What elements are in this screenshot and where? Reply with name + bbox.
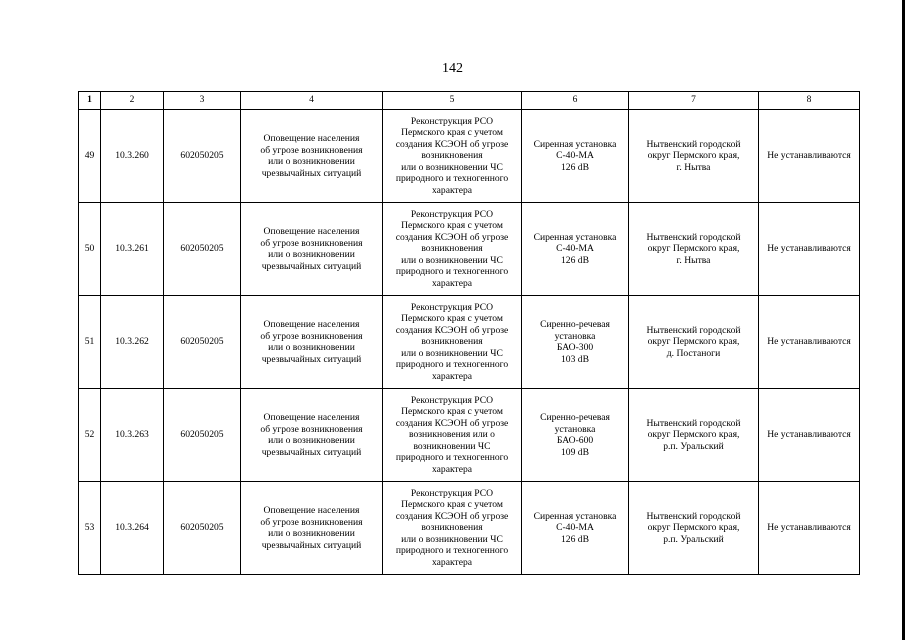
table-row (79, 203, 860, 296)
cell-num (79, 203, 101, 296)
data-table (78, 91, 860, 575)
column-header: 2 (101, 92, 164, 110)
cell-num (79, 389, 101, 482)
cell-num (79, 110, 101, 203)
column-header: 6 (522, 92, 629, 110)
cell-equipment (522, 203, 629, 296)
cell-purpose-text: Оповещение населения об угрозе возникновения или о возникновении чрезвычайных ситуаций (260, 412, 363, 458)
cell-location-text: Нытвенский городской округ Пермского края, р.п. Уральский (646, 510, 741, 545)
cell-id-text: 602050205 (180, 522, 224, 534)
cell-restriction (759, 203, 860, 296)
cell-restriction-text: Не устанавливаются (767, 522, 851, 534)
cell-purpose (241, 482, 383, 575)
cell-equipment (522, 296, 629, 389)
cell-description-text: Реконструкция РСО Пермского края с учетом создания КСЭОН об угрозе возникновения или о возникновении ЧС природного и техногенного характера (395, 301, 509, 382)
cell-description (383, 389, 522, 482)
column-header: 3 (164, 92, 241, 110)
cell-id (164, 110, 241, 203)
table-header-row (79, 92, 860, 110)
cell-description (383, 110, 522, 203)
cell-code (101, 203, 164, 296)
cell-code-text: 10.3.260 (115, 150, 149, 162)
cell-restriction (759, 296, 860, 389)
cell-equipment-text: Сиренно-речевая установка БАО-600 109 dB (540, 412, 610, 458)
cell-purpose (241, 389, 383, 482)
cell-location-text: Нытвенский городской округ Пермского края, г. Нытва (646, 231, 741, 266)
table-row (79, 482, 860, 575)
cell-location (629, 110, 759, 203)
table-row (79, 389, 860, 482)
cell-description-text: Реконструкция РСО Пермского края с учетом создания КСЭОН об угрозе возникновения или о возникновении ЧС природного и техногенного характера (395, 394, 509, 475)
cell-id-text: 602050205 (180, 243, 224, 255)
cell-num-text: 50 (84, 243, 95, 255)
cell-restriction (759, 389, 860, 482)
cell-restriction-text: Не устанавливаются (767, 150, 851, 162)
table-row (79, 110, 860, 203)
cell-code (101, 110, 164, 203)
cell-code (101, 296, 164, 389)
cell-purpose-text: Оповещение населения об угрозе возникновения или о возникновении чрезвычайных ситуаций (260, 505, 363, 551)
cell-code-text: 10.3.261 (115, 243, 149, 255)
cell-restriction-text: Не устанавливаются (767, 429, 851, 441)
cell-num-text: 51 (84, 336, 95, 348)
cell-num (79, 296, 101, 389)
cell-description-text: Реконструкция РСО Пермского края с учетом создания КСЭОН об угрозе возникновения или о возникновении ЧС природного и техногенного характера (395, 487, 509, 568)
cell-restriction (759, 110, 860, 203)
cell-restriction-text: Не устанавливаются (767, 336, 851, 348)
cell-num (79, 482, 101, 575)
cell-description (383, 296, 522, 389)
cell-description (383, 203, 522, 296)
cell-code (101, 482, 164, 575)
cell-id-text: 602050205 (180, 429, 224, 441)
cell-id-text: 602050205 (180, 150, 224, 162)
cell-id (164, 482, 241, 575)
column-header: 4 (241, 92, 383, 110)
column-header: 8 (759, 92, 860, 110)
cell-equipment-text: Сиренная установка С-40-МА 126 dB (533, 510, 617, 545)
cell-location-text: Нытвенский городской округ Пермского края, д. Постаноги (646, 324, 741, 359)
cell-description (383, 482, 522, 575)
cell-description-text: Реконструкция РСО Пермского края с учетом создания КСЭОН об угрозе возникновения или о возникновении ЧС природного и техногенного характера (395, 208, 509, 289)
column-header: 1 (79, 92, 101, 110)
cell-location-text: Нытвенский городской округ Пермского края, г. Нытва (646, 138, 741, 173)
cell-purpose-text: Оповещение населения об угрозе возникновения или о возникновении чрезвычайных ситуаций (260, 133, 363, 179)
table-row (79, 296, 860, 389)
cell-code-text: 10.3.264 (115, 522, 149, 534)
cell-equipment-text: Сиренная установка С-40-МА 126 dB (533, 231, 617, 266)
cell-location (629, 203, 759, 296)
cell-purpose-text: Оповещение населения об угрозе возникновения или о возникновении чрезвычайных ситуаций (260, 226, 363, 272)
cell-code (101, 389, 164, 482)
cell-num-text: 53 (84, 522, 95, 534)
cell-location (629, 296, 759, 389)
cell-purpose (241, 110, 383, 203)
cell-id (164, 389, 241, 482)
cell-equipment-text: Сиренная установка С-40-МА 126 dB (533, 138, 617, 173)
cell-code-text: 10.3.262 (115, 336, 149, 348)
cell-description-text: Реконструкция РСО Пермского края с учетом создания КСЭОН об угрозе возникновения или о возникновении ЧС природного и техногенного характера (395, 115, 509, 196)
cell-restriction (759, 482, 860, 575)
cell-id-text: 602050205 (180, 336, 224, 348)
cell-num-text: 49 (84, 150, 95, 162)
cell-equipment (522, 482, 629, 575)
cell-num-text: 52 (84, 429, 95, 441)
cell-location (629, 389, 759, 482)
cell-purpose (241, 203, 383, 296)
column-header: 7 (629, 92, 759, 110)
column-header: 5 (383, 92, 522, 110)
cell-code-text: 10.3.263 (115, 429, 149, 441)
cell-restriction-text: Не устанавливаются (767, 243, 851, 255)
cell-equipment-text: Сиренно-речевая установка БАО-300 103 dB (540, 319, 610, 365)
cell-id (164, 203, 241, 296)
cell-location-text: Нытвенский городской округ Пермского края, р.п. Уральский (646, 417, 741, 452)
cell-purpose-text: Оповещение населения об угрозе возникновения или о возникновении чрезвычайных ситуаций (260, 319, 363, 365)
page-number: 142 (442, 61, 463, 76)
cell-equipment (522, 110, 629, 203)
cell-purpose (241, 296, 383, 389)
cell-id (164, 296, 241, 389)
cell-equipment (522, 389, 629, 482)
cell-location (629, 482, 759, 575)
